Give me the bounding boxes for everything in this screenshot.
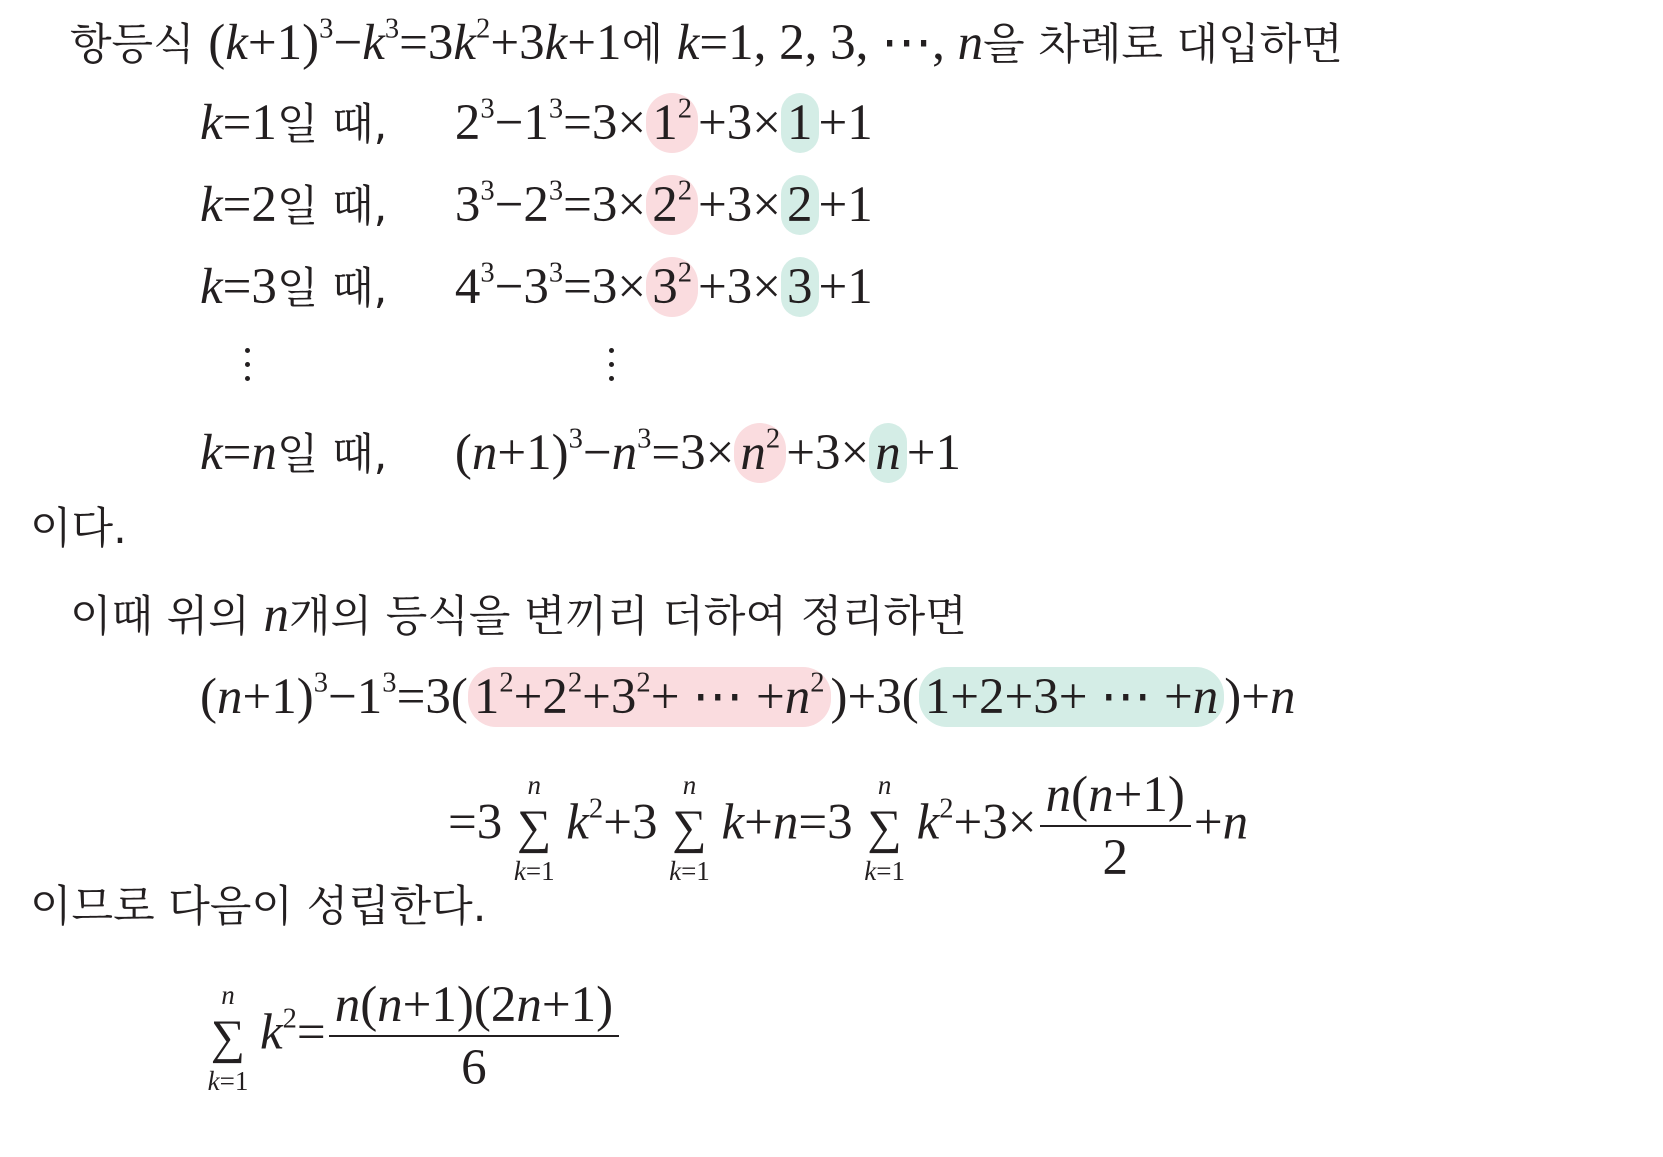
case-tail: +1 xyxy=(818,177,873,233)
intro-label: 항등식 xyxy=(70,20,209,70)
intro-tail: 에 xyxy=(621,20,677,70)
intro-line xyxy=(70,13,1343,71)
sigma-symbol: n ∑ k=1 xyxy=(513,769,555,886)
case-row xyxy=(200,257,873,315)
square-highlight: $n^2$ xyxy=(734,423,786,483)
sigma-symbol: n ∑ k=1 xyxy=(207,979,249,1096)
case-tail: +1 xyxy=(906,425,961,481)
case-row xyxy=(200,93,873,151)
sum-mid: )+3( xyxy=(830,669,919,725)
case-lhs: $2^3-1^3=3\times$ xyxy=(454,93,647,151)
linear-highlight: 2 xyxy=(781,175,819,235)
fraction: $\frac{n(n+1)}{2}$ xyxy=(1040,770,1191,884)
case-mid: +3× xyxy=(697,259,781,315)
conclusion-text-2: 이므로 다음이 성립한다. xyxy=(30,882,487,932)
step-text: 이때 위의 n개의 등식을 변끼리 더하여 정리하면 xyxy=(70,587,967,643)
sigma-equation: =3 n ∑ k=1 $k^2+3$ n ∑ k=1 k+n=3 n ∑ k=1 $k^2+3\times$ $\frac{n(n+1)}{2}$ +n xyxy=(448,767,1249,886)
case-lhs: $4^3-3^3=3\times$ xyxy=(454,257,647,315)
linear-highlight: 1 xyxy=(781,93,819,153)
case-lhs: $3^3-2^3=3\times$ xyxy=(454,175,647,233)
case-lhs: $(n+1)^3-n^3=3\times$ xyxy=(454,423,735,481)
square-highlight: $3^2$ xyxy=(646,257,698,317)
squares-sum-highlight: $1^2+2^2+3^2+$ ⋯ $+n^2$ xyxy=(468,667,831,727)
linear-highlight: 3 xyxy=(781,257,819,317)
case-label: k=1일 때, xyxy=(200,95,388,151)
sum-tail: )+n xyxy=(1224,669,1296,725)
result-formula: n ∑ k=1 $k^2=$ $\frac{n(n+1)(2n+1)}{6}$ xyxy=(196,980,622,1094)
case-row xyxy=(200,423,961,481)
result-fraction: $\frac{n(n+1)(2n+1)}{6}$ xyxy=(329,980,619,1094)
linear-highlight: n xyxy=(869,423,907,483)
sum-equation xyxy=(200,667,1296,725)
square-highlight: $2^2$ xyxy=(646,175,698,235)
case-mid: +3× xyxy=(786,425,870,481)
identity-formula: $(k+1)^3-k^3=3k^2+3k+1$ xyxy=(208,13,622,71)
vertical-ellipsis-left xyxy=(245,348,251,390)
conclusion-text: 이다. xyxy=(30,504,127,554)
case-label: k=3일 때, xyxy=(200,259,388,315)
case-tail: +1 xyxy=(818,259,873,315)
linear-sum-highlight: 1+2+3+ ⋯ +n xyxy=(919,667,1225,727)
case-mid: +3× xyxy=(697,95,781,151)
sigma-symbol: n ∑ k=1 xyxy=(669,769,710,886)
square-highlight: $1^2$ xyxy=(646,93,698,153)
substitution-values: k=1, 2, 3, ⋯, n xyxy=(676,15,984,71)
case-label: k=2일 때, xyxy=(200,177,388,233)
vertical-ellipsis-right xyxy=(609,348,615,390)
sum-lhs: $(n+1)^3-1^3=3$( xyxy=(200,667,468,725)
sigma-symbol: n ∑ k=1 xyxy=(864,769,905,886)
case-tail: +1 xyxy=(818,95,873,151)
case-label: k=n일 때, xyxy=(200,425,388,481)
case-mid: +3× xyxy=(697,177,781,233)
case-row xyxy=(200,175,873,233)
intro-tail-text: 을 차례로 대입하면 xyxy=(983,20,1343,70)
